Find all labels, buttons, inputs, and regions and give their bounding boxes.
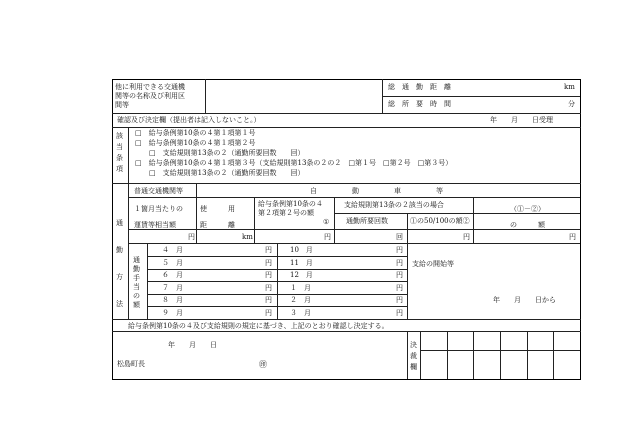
month-feb: ２ 月 (290, 296, 311, 304)
approval-divider-0 (407, 331, 408, 379)
car-label: 自 動 車 等 (310, 187, 443, 195)
outer-top-line (112, 79, 581, 80)
yen-left-2: 円 (265, 259, 272, 267)
approval-divider-5 (527, 331, 528, 379)
yen-right-5: 円 (396, 296, 403, 304)
fifty-label: ①の50/100の額② (410, 217, 470, 225)
month-dec: 12 月 (290, 271, 313, 279)
applicable-item-4[interactable]: □ 給与条例第10条の４第１項第３号（支給規則第13条の２の２ □第１号 □第２号 □第３号） (135, 159, 453, 167)
decision-date: 年 月 日 (168, 341, 217, 349)
yen-left-5: 円 (265, 296, 272, 304)
commute-side-label: 通 勤 方 法 (116, 219, 123, 308)
diff-label: （①－②） の 額 (510, 205, 545, 229)
applicable-item-2[interactable]: □ 給与条例第10条の４第１項第２号 (135, 139, 256, 147)
yen-left-3: 円 (265, 271, 272, 279)
yen-right-2: 円 (396, 259, 403, 267)
month-may: ５ 月 (162, 259, 183, 267)
yen-left-4: 円 (265, 284, 272, 292)
rule-label: 支給規則第13条の２該当の場合 (344, 201, 444, 209)
start-label: 支給の開始等 (412, 260, 454, 268)
monthly-row-3 (147, 281, 407, 282)
yen-left-6: 円 (265, 309, 272, 317)
decision-line (112, 331, 581, 332)
monthly-row-4 (147, 294, 407, 295)
yen-right-3: 円 (396, 271, 403, 279)
commute-col-a (196, 183, 197, 243)
public-transport-label: 普通交通機関等 (134, 187, 183, 195)
commute-side-divider (128, 183, 129, 319)
article-label: 給与条例第10条の４ 第２項第２号の額 (258, 200, 323, 217)
month-aug: ８ 月 (162, 296, 183, 304)
commute-col-c (334, 197, 335, 243)
transport-label: 他に利用できる交通機 関等の名称及び利用区 間等 (115, 83, 185, 109)
total-time-label: 総 所 要 時 間 (388, 100, 451, 108)
confirm-title: 確認及び決定欄（提出者は記入しないこと。） (117, 116, 261, 124)
approval-divider-1 (420, 331, 421, 379)
header-divider-1 (205, 79, 206, 113)
monthly-fare-label: １箇月当たりの 運賃等相当額 (134, 205, 183, 229)
month-mar: ３ 月 (290, 309, 311, 317)
decision-text: 給与条例第10条の４及び支給規則の規定に基づき、上記のとおり確認し決定する。 (128, 322, 389, 330)
header-mid-line (382, 96, 580, 97)
unit-kai: 回 (396, 233, 403, 241)
seal-mark: ㊞ (259, 360, 267, 369)
commute-row3-line (128, 243, 580, 244)
header-bottom-line (112, 113, 581, 114)
month-sep: ９ 月 (162, 309, 183, 317)
month-oct: 10 月 (290, 246, 313, 254)
monthly-bottom (112, 319, 581, 320)
unit-yen-fifty: 円 (463, 233, 470, 241)
received-date: 年 月 日受理 (490, 116, 553, 124)
month-jan: １ 月 (290, 284, 311, 292)
unit-yen-diff: 円 (569, 233, 576, 241)
circle-one: ① (323, 218, 330, 226)
total-time-unit: 分 (568, 100, 575, 108)
month-apr: ４ 月 (162, 246, 183, 254)
month-jun: ６ 月 (162, 271, 183, 279)
monthly-row-1 (147, 256, 407, 257)
yen-right-1: 円 (396, 246, 403, 254)
approval-divider-2 (447, 331, 448, 379)
commute-col-e (473, 197, 474, 243)
total-distance-unit: km (564, 83, 575, 91)
unit-yen-article: 円 (324, 233, 331, 241)
applicable-side-divider (128, 127, 129, 183)
outer-bottom-line (112, 379, 581, 380)
yen-right-4: 円 (396, 284, 403, 292)
yen-right-6: 円 (396, 309, 403, 317)
allowance-side-label: 通勤手当の額 (133, 256, 140, 309)
applicable-item-1[interactable]: □ 給与条例第10条の４第１項第１号 (135, 129, 256, 137)
unit-yen-fare: 円 (188, 233, 195, 241)
approval-divider-4 (500, 331, 501, 379)
monthly-row-5 (147, 306, 407, 307)
applicable-item-5[interactable]: □ 支給規則第13条の２（通勤所要回数 回） (149, 169, 305, 177)
approval-divider-3 (473, 331, 474, 379)
monthly-right-divider (407, 243, 408, 319)
month-jul: ７ 月 (162, 284, 183, 292)
approval-divider-6 (553, 331, 554, 379)
outer-left-line (112, 79, 113, 380)
mayor-label: 松島町長 (117, 360, 145, 368)
total-distance-label: 総 通 勤 距 離 (388, 83, 451, 91)
unit-km: km (242, 233, 253, 241)
approval-mid-line (420, 350, 580, 351)
applicable-item-3[interactable]: □ 支給規則第13条の２（通勤所要回数 回） (149, 149, 305, 157)
month-nov: 11 月 (290, 259, 313, 267)
commute-col-d (407, 213, 408, 243)
approval-label: 決 裁 欄 (410, 341, 417, 371)
monthly-row-2 (147, 269, 407, 270)
usage-distance-label: 使 用 距 離 (200, 205, 235, 229)
confirm-bottom-line (112, 127, 581, 128)
outer-right-line (580, 79, 581, 380)
start-date: 年 月 日から (493, 296, 556, 304)
commute-col-b (254, 197, 255, 243)
yen-left-1: 円 (265, 246, 272, 254)
applicable-bottom-line (112, 183, 581, 184)
trips-label: 通勤所要回数 (346, 217, 388, 225)
applicable-side-label: 該 当 条 項 (116, 132, 123, 173)
